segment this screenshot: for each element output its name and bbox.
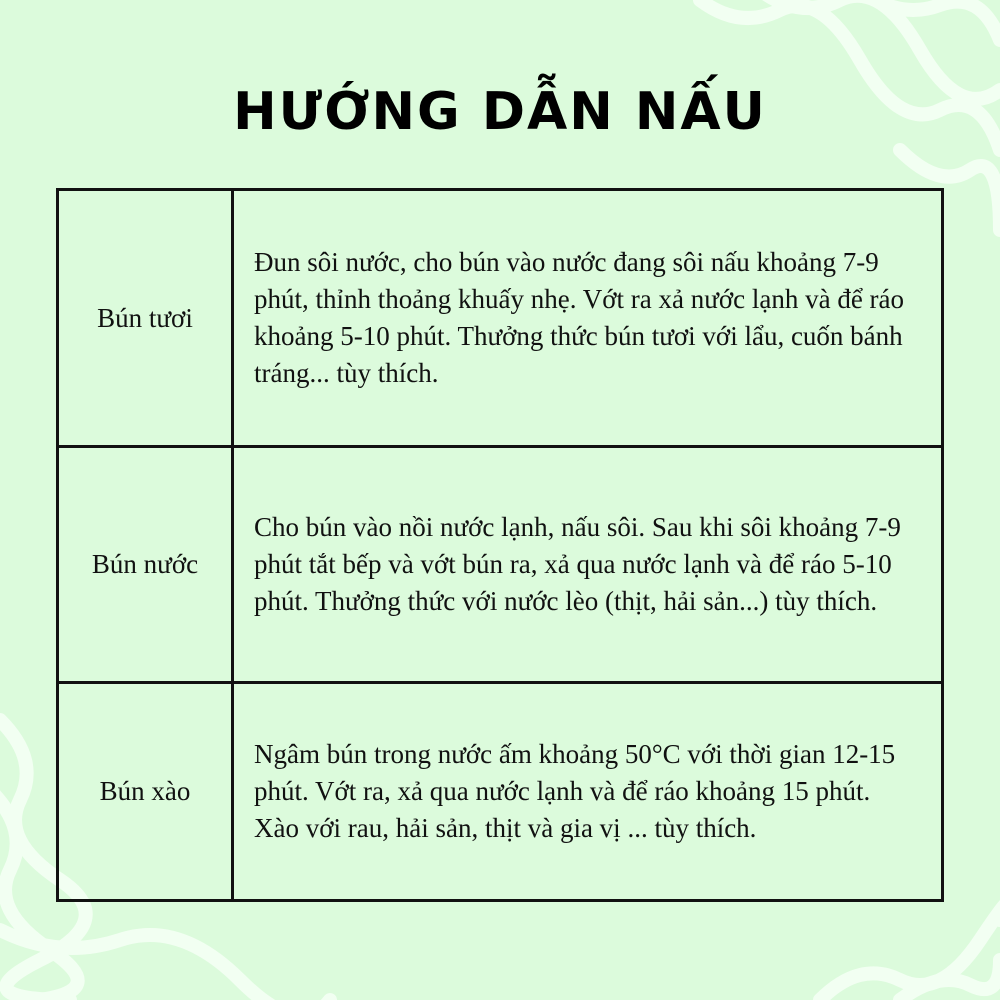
table-row [58, 447, 943, 683]
wave-top-right-3 [860, 0, 1000, 40]
row-name-cell: Bún tươi [58, 190, 233, 447]
row-description-cell: Ngâm bún trong nước ấm khoảng 50°C với thời gian 12-15 phút. Vớt ra, xả qua nước lạnh và để ráo khoảng 15 phút. Xào với rau, hải sản, thịt và gia vị ... tùy thích. [233, 683, 943, 901]
table-row [58, 683, 943, 901]
row-name-cell: Bún xào [58, 683, 233, 901]
page-title: HƯỚNG DẪN NẤU [233, 82, 767, 142]
wave-bottom-1 [0, 930, 330, 1000]
row-name-cell: Bún nước [58, 447, 233, 683]
row-description-cell: Cho bún vào nồi nước lạnh, nấu sôi. Sau khi sôi khoảng 7-9 phút tắt bếp và vớt bún ra, xả qua nước lạnh và để ráo 5-10 phút. Thưởng thức với nước lèo (thịt, hải sản...) tùy thích. [233, 447, 943, 683]
table-row [58, 190, 943, 447]
cooking-guide-table [56, 188, 944, 902]
row-description-cell: Đun sôi nước, cho bún vào nước đang sôi nấu khoảng 7-9 phút, thỉnh thoảng khuấy nhẹ. Vớt ra xả nước lạnh và để ráo khoảng 5-10 phút. Thưởng thức bún tươi với lẩu, cuốn bánh tráng... tùy thích. [233, 190, 943, 447]
